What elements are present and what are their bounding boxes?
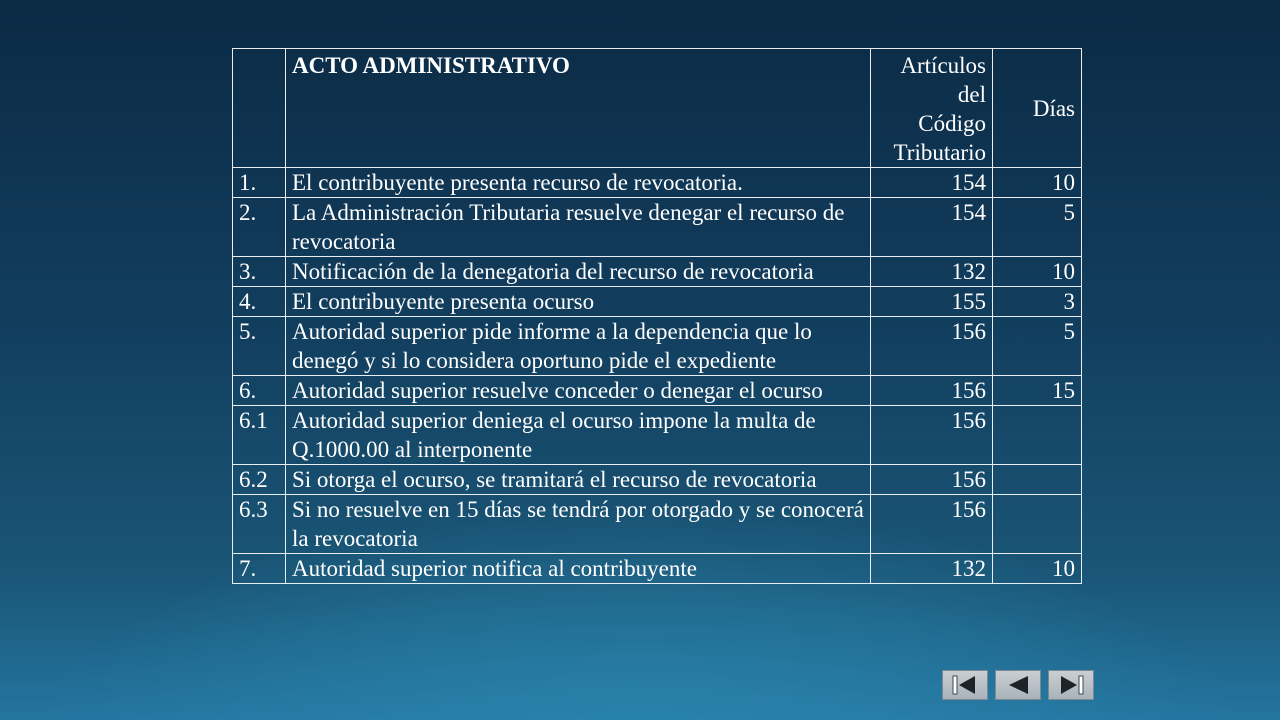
- row-acto: El contribuyente presenta recurso de revocatoria.: [286, 168, 871, 198]
- row-number: 2.: [233, 198, 286, 257]
- row-dias: [993, 406, 1082, 465]
- row-acto: Autoridad superior notifica al contribuyente: [286, 554, 871, 584]
- header-acto-administrativo: ACTO ADMINISTRATIVO: [286, 49, 871, 168]
- row-acto: Si otorga el ocurso, se tramitará el recurso de revocatoria: [286, 465, 871, 495]
- table-row: [233, 168, 1082, 198]
- row-dias: 3: [993, 287, 1082, 317]
- row-articulo: 154: [871, 168, 993, 198]
- row-acto: La Administración Tributaria resuelve denegar el recurso de revocatoria: [286, 198, 871, 257]
- row-dias: 10: [993, 554, 1082, 584]
- row-number: 4.: [233, 287, 286, 317]
- first-slide-icon: [950, 674, 980, 696]
- row-articulo: 156: [871, 317, 993, 376]
- row-articulo: 156: [871, 495, 993, 554]
- header-dias: Días: [993, 49, 1082, 168]
- row-dias: 10: [993, 257, 1082, 287]
- row-articulo: 132: [871, 554, 993, 584]
- table-row: [233, 317, 1082, 376]
- first-slide-button[interactable]: [942, 670, 988, 700]
- row-dias: 10: [993, 168, 1082, 198]
- table-header-row: [233, 49, 1082, 168]
- row-dias: [993, 495, 1082, 554]
- row-acto: Autoridad superior pide informe a la dependencia que lo denegó y si lo considera oportuno pide el expediente: [286, 317, 871, 376]
- header-articulos-line: Artículos: [900, 53, 986, 78]
- row-articulo: 156: [871, 406, 993, 465]
- header-articulos-line: del: [957, 82, 986, 107]
- row-number: 3.: [233, 257, 286, 287]
- previous-slide-button[interactable]: [995, 670, 1041, 700]
- row-number: 1.: [233, 168, 286, 198]
- row-number: 5.: [233, 317, 286, 376]
- row-number: 6.: [233, 376, 286, 406]
- row-number: 6.3: [233, 495, 286, 554]
- last-slide-icon: [1056, 674, 1086, 696]
- table-row: [233, 287, 1082, 317]
- row-articulo: 155: [871, 287, 993, 317]
- row-number: 6.1: [233, 406, 286, 465]
- row-number: 6.2: [233, 465, 286, 495]
- table-row: [233, 495, 1082, 554]
- header-articulos-line: Tributario: [893, 140, 986, 165]
- row-acto: El contribuyente presenta ocurso: [286, 287, 871, 317]
- table-row: [233, 257, 1082, 287]
- row-acto: Autoridad superior deniega el ocurso impone la multa de Q.1000.00 al interponente: [286, 406, 871, 465]
- row-acto: Notificación de la denegatoria del recurso de revocatoria: [286, 257, 871, 287]
- row-articulo: 132: [871, 257, 993, 287]
- table-row: [233, 406, 1082, 465]
- row-dias: 5: [993, 317, 1082, 376]
- row-articulo: 154: [871, 198, 993, 257]
- table-row: [233, 198, 1082, 257]
- table-row: [233, 376, 1082, 406]
- row-acto: Autoridad superior resuelve conceder o denegar el ocurso: [286, 376, 871, 406]
- table-row: [233, 465, 1082, 495]
- row-articulo: 156: [871, 376, 993, 406]
- row-dias: 15: [993, 376, 1082, 406]
- header-articulos: [871, 49, 993, 168]
- row-dias: [993, 465, 1082, 495]
- previous-slide-icon: [1003, 674, 1033, 696]
- slide-navigation: [942, 670, 1094, 700]
- procedure-table: [232, 48, 1082, 584]
- row-articulo: 156: [871, 465, 993, 495]
- last-slide-button[interactable]: [1048, 670, 1094, 700]
- row-acto: Si no resuelve en 15 días se tendrá por otorgado y se conocerá la revocatoria: [286, 495, 871, 554]
- header-number-cell: [233, 49, 286, 168]
- row-number: 7.: [233, 554, 286, 584]
- header-articulos-line: Código: [918, 111, 986, 136]
- table-row: [233, 554, 1082, 584]
- row-dias: 5: [993, 198, 1082, 257]
